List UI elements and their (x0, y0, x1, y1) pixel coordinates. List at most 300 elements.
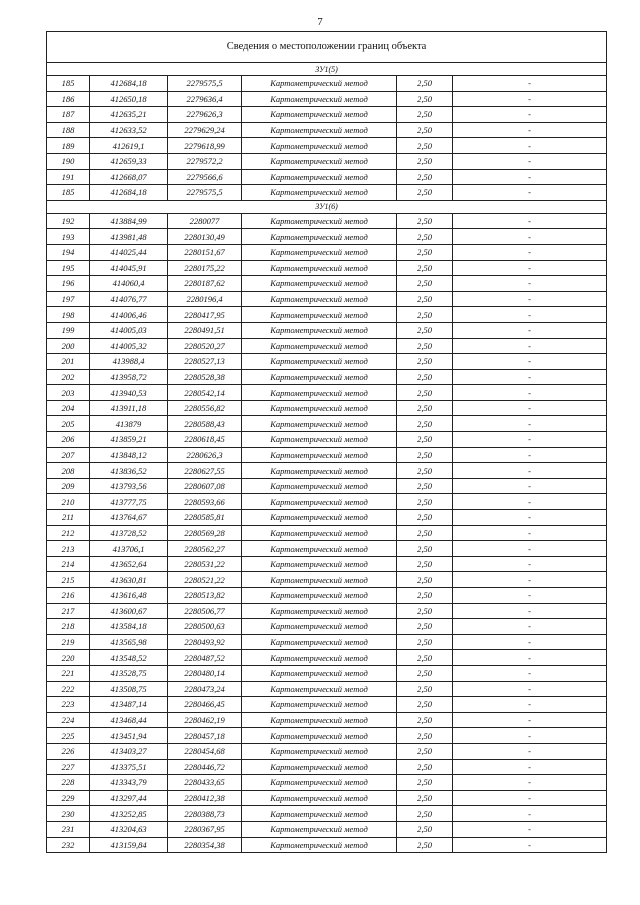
accuracy-cell: 2,50 (397, 697, 453, 713)
accuracy-cell: 2,50 (397, 759, 453, 775)
description-cell: - (453, 697, 607, 713)
accuracy-cell: 2,50 (397, 260, 453, 276)
description-cell: - (453, 603, 607, 619)
x-coordinate-cell: 413528,75 (90, 665, 168, 681)
accuracy-cell: 2,50 (397, 291, 453, 307)
y-coordinate-cell: 2280412,38 (168, 790, 242, 806)
y-coordinate-cell: 2280527,13 (168, 354, 242, 370)
method-cell: Картометрический метод (242, 541, 397, 557)
point-number-cell: 219 (47, 634, 90, 650)
accuracy-cell: 2,50 (397, 821, 453, 837)
accuracy-cell: 2,50 (397, 153, 453, 169)
x-coordinate-cell: 412684,18 (90, 76, 168, 92)
y-coordinate-cell: 2280627,55 (168, 463, 242, 479)
accuracy-cell: 2,50 (397, 322, 453, 338)
x-coordinate-cell: 414045,91 (90, 260, 168, 276)
method-cell: Картометрический метод (242, 572, 397, 588)
table-row (47, 790, 607, 806)
y-coordinate-cell: 2280466,45 (168, 697, 242, 713)
y-coordinate-cell: 2279575,5 (168, 185, 242, 201)
description-cell: - (453, 650, 607, 666)
accuracy-cell: 2,50 (397, 138, 453, 154)
table-row (47, 432, 607, 448)
description-cell: - (453, 712, 607, 728)
point-number-cell: 227 (47, 759, 90, 775)
accuracy-cell: 2,50 (397, 541, 453, 557)
accuracy-cell: 2,50 (397, 681, 453, 697)
y-coordinate-cell: 2280462,19 (168, 712, 242, 728)
y-coordinate-cell: 2280618,45 (168, 432, 242, 448)
y-coordinate-cell: 2280528,38 (168, 369, 242, 385)
y-coordinate-cell: 2280417,95 (168, 307, 242, 323)
x-coordinate-cell: 413981,48 (90, 229, 168, 245)
method-cell: Картометрический метод (242, 260, 397, 276)
table-row (47, 322, 607, 338)
method-cell: Картометрический метод (242, 229, 397, 245)
description-cell: - (453, 510, 607, 526)
point-number-cell: 190 (47, 153, 90, 169)
table-row (47, 634, 607, 650)
x-coordinate-cell: 414076,77 (90, 291, 168, 307)
point-number-cell: 200 (47, 338, 90, 354)
accuracy-cell: 2,50 (397, 665, 453, 681)
y-coordinate-cell: 2280354,38 (168, 837, 242, 853)
accuracy-cell: 2,50 (397, 169, 453, 185)
accuracy-cell: 2,50 (397, 463, 453, 479)
table-row (47, 650, 607, 666)
table-row (47, 728, 607, 744)
table-row (47, 354, 607, 370)
method-cell: Картометрический метод (242, 169, 397, 185)
method-cell: Картометрический метод (242, 603, 397, 619)
table-row (47, 478, 607, 494)
table-row (47, 525, 607, 541)
description-cell: - (453, 122, 607, 138)
description-cell: - (453, 260, 607, 276)
x-coordinate-cell: 413468,44 (90, 712, 168, 728)
x-coordinate-cell: 413777,75 (90, 494, 168, 510)
x-coordinate-cell: 413616,48 (90, 588, 168, 604)
x-coordinate-cell: 413204,63 (90, 821, 168, 837)
y-coordinate-cell: 2280175,22 (168, 260, 242, 276)
point-number-cell: 193 (47, 229, 90, 245)
method-cell: Картометрический метод (242, 432, 397, 448)
method-cell: Картометрический метод (242, 588, 397, 604)
description-cell: - (453, 369, 607, 385)
x-coordinate-cell: 413343,79 (90, 775, 168, 791)
accuracy-cell: 2,50 (397, 400, 453, 416)
description-cell: - (453, 385, 607, 401)
table-title-row (47, 32, 607, 63)
table-row (47, 307, 607, 323)
y-coordinate-cell: 2279629,24 (168, 122, 242, 138)
table-row (47, 369, 607, 385)
point-number-cell: 221 (47, 665, 90, 681)
table-row (47, 697, 607, 713)
accuracy-cell: 2,50 (397, 837, 453, 853)
table-row (47, 276, 607, 292)
table-row (47, 244, 607, 260)
method-cell: Картометрический метод (242, 307, 397, 323)
accuracy-cell: 2,50 (397, 478, 453, 494)
x-coordinate-cell: 413836,52 (90, 463, 168, 479)
method-cell: Картометрический метод (242, 185, 397, 201)
point-number-cell: 210 (47, 494, 90, 510)
x-coordinate-cell: 414006,46 (90, 307, 168, 323)
description-cell: - (453, 743, 607, 759)
point-number-cell: 185 (47, 185, 90, 201)
y-coordinate-cell: 2280626,3 (168, 447, 242, 463)
description-cell: - (453, 619, 607, 635)
y-coordinate-cell: 2279566,6 (168, 169, 242, 185)
x-coordinate-cell: 413859,21 (90, 432, 168, 448)
method-cell: Картометрический метод (242, 837, 397, 853)
method-cell: Картометрический метод (242, 369, 397, 385)
y-coordinate-cell: 2280367,95 (168, 821, 242, 837)
x-coordinate-cell: 412635,21 (90, 107, 168, 123)
point-number-cell: 213 (47, 541, 90, 557)
y-coordinate-cell: 2280151,67 (168, 244, 242, 260)
method-cell: Картометрический метод (242, 681, 397, 697)
section-header-row (47, 63, 607, 76)
x-coordinate-cell: 413884,99 (90, 213, 168, 229)
table-row (47, 213, 607, 229)
description-cell: - (453, 138, 607, 154)
table-row (47, 447, 607, 463)
accuracy-cell: 2,50 (397, 276, 453, 292)
point-number-cell: 198 (47, 307, 90, 323)
y-coordinate-cell: 2280513,82 (168, 588, 242, 604)
accuracy-cell: 2,50 (397, 510, 453, 526)
x-coordinate-cell: 413879 (90, 416, 168, 432)
description-cell: - (453, 806, 607, 822)
point-number-cell: 225 (47, 728, 90, 744)
description-cell: - (453, 790, 607, 806)
table-row (47, 169, 607, 185)
table-row (47, 91, 607, 107)
point-number-cell: 185 (47, 76, 90, 92)
point-number-cell: 211 (47, 510, 90, 526)
description-cell: - (453, 307, 607, 323)
y-coordinate-cell: 2280491,51 (168, 322, 242, 338)
x-coordinate-cell: 413764,67 (90, 510, 168, 526)
x-coordinate-cell: 413565,98 (90, 634, 168, 650)
method-cell: Картометрический метод (242, 276, 397, 292)
y-coordinate-cell: 2280480,14 (168, 665, 242, 681)
point-number-cell: 222 (47, 681, 90, 697)
description-cell: - (453, 821, 607, 837)
coordinates-table (46, 31, 607, 853)
y-coordinate-cell: 2280473,24 (168, 681, 242, 697)
accuracy-cell: 2,50 (397, 107, 453, 123)
method-cell: Картометрический метод (242, 775, 397, 791)
accuracy-cell: 2,50 (397, 369, 453, 385)
point-number-cell: 194 (47, 244, 90, 260)
description-cell: - (453, 416, 607, 432)
y-coordinate-cell: 2280531,22 (168, 556, 242, 572)
y-coordinate-cell: 2280556,82 (168, 400, 242, 416)
method-cell: Картометрический метод (242, 525, 397, 541)
description-cell: - (453, 338, 607, 354)
method-cell: Картометрический метод (242, 494, 397, 510)
accuracy-cell: 2,50 (397, 806, 453, 822)
point-number-cell: 197 (47, 291, 90, 307)
y-coordinate-cell: 2280542,14 (168, 385, 242, 401)
y-coordinate-cell: 2280588,43 (168, 416, 242, 432)
y-coordinate-cell: 2279572,2 (168, 153, 242, 169)
accuracy-cell: 2,50 (397, 122, 453, 138)
method-cell: Картометрический метод (242, 122, 397, 138)
description-cell: - (453, 213, 607, 229)
description-cell: - (453, 76, 607, 92)
method-cell: Картометрический метод (242, 743, 397, 759)
x-coordinate-cell: 413958,72 (90, 369, 168, 385)
point-number-cell: 220 (47, 650, 90, 666)
y-coordinate-cell: 2280196,4 (168, 291, 242, 307)
point-number-cell: 201 (47, 354, 90, 370)
description-cell: - (453, 463, 607, 479)
accuracy-cell: 2,50 (397, 185, 453, 201)
description-cell: - (453, 588, 607, 604)
point-number-cell: 229 (47, 790, 90, 806)
y-coordinate-cell: 2279626,3 (168, 107, 242, 123)
table-row (47, 541, 607, 557)
accuracy-cell: 2,50 (397, 650, 453, 666)
accuracy-cell: 2,50 (397, 432, 453, 448)
table-row (47, 837, 607, 853)
method-cell: Картометрический метод (242, 76, 397, 92)
accuracy-cell: 2,50 (397, 603, 453, 619)
method-cell: Картометрический метод (242, 416, 397, 432)
point-number-cell: 205 (47, 416, 90, 432)
x-coordinate-cell: 413508,75 (90, 681, 168, 697)
description-cell: - (453, 447, 607, 463)
method-cell: Картометрический метод (242, 821, 397, 837)
x-coordinate-cell: 413706,1 (90, 541, 168, 557)
x-coordinate-cell: 412633,52 (90, 122, 168, 138)
table-row (47, 416, 607, 432)
method-cell: Картометрический метод (242, 338, 397, 354)
table-row (47, 494, 607, 510)
x-coordinate-cell: 412619,1 (90, 138, 168, 154)
table-row (47, 107, 607, 123)
method-cell: Картометрический метод (242, 463, 397, 479)
accuracy-cell: 2,50 (397, 588, 453, 604)
point-number-cell: 187 (47, 107, 90, 123)
description-cell: - (453, 525, 607, 541)
description-cell: - (453, 153, 607, 169)
method-cell: Картометрический метод (242, 478, 397, 494)
description-cell: - (453, 556, 607, 572)
point-number-cell: 188 (47, 122, 90, 138)
table-row (47, 556, 607, 572)
description-cell: - (453, 185, 607, 201)
y-coordinate-cell: 2280493,92 (168, 634, 242, 650)
description-cell: - (453, 322, 607, 338)
y-coordinate-cell: 2279575,5 (168, 76, 242, 92)
x-coordinate-cell: 414025,44 (90, 244, 168, 260)
method-cell: Картометрический метод (242, 322, 397, 338)
table-row (47, 806, 607, 822)
accuracy-cell: 2,50 (397, 619, 453, 635)
y-coordinate-cell: 2279636,4 (168, 91, 242, 107)
point-number-cell: 226 (47, 743, 90, 759)
table-row (47, 138, 607, 154)
description-cell: - (453, 432, 607, 448)
point-number-cell: 214 (47, 556, 90, 572)
description-cell: - (453, 837, 607, 853)
description-cell: - (453, 759, 607, 775)
method-cell: Картометрический метод (242, 354, 397, 370)
method-cell: Картометрический метод (242, 556, 397, 572)
x-coordinate-cell: 413652,64 (90, 556, 168, 572)
description-cell: - (453, 634, 607, 650)
table-row (47, 572, 607, 588)
x-coordinate-cell: 412684,18 (90, 185, 168, 201)
point-number-cell: 189 (47, 138, 90, 154)
table-row (47, 291, 607, 307)
accuracy-cell: 2,50 (397, 307, 453, 323)
y-coordinate-cell: 2280130,49 (168, 229, 242, 245)
description-cell: - (453, 229, 607, 245)
accuracy-cell: 2,50 (397, 712, 453, 728)
y-coordinate-cell: 2280593,66 (168, 494, 242, 510)
method-cell: Картометрический метод (242, 650, 397, 666)
description-cell: - (453, 494, 607, 510)
point-number-cell: 192 (47, 213, 90, 229)
point-number-cell: 203 (47, 385, 90, 401)
table-row (47, 775, 607, 791)
table-row (47, 229, 607, 245)
point-number-cell: 218 (47, 619, 90, 635)
x-coordinate-cell: 413911,18 (90, 400, 168, 416)
y-coordinate-cell: 2280487,52 (168, 650, 242, 666)
method-cell: Картометрический метод (242, 447, 397, 463)
y-coordinate-cell: 2279618,99 (168, 138, 242, 154)
accuracy-cell: 2,50 (397, 385, 453, 401)
y-coordinate-cell: 2280388,73 (168, 806, 242, 822)
description-cell: - (453, 107, 607, 123)
method-cell: Картометрический метод (242, 291, 397, 307)
method-cell: Картометрический метод (242, 790, 397, 806)
point-number-cell: 217 (47, 603, 90, 619)
y-coordinate-cell: 2280520,27 (168, 338, 242, 354)
table-row (47, 400, 607, 416)
table-row (47, 759, 607, 775)
description-cell: - (453, 291, 607, 307)
table-row (47, 153, 607, 169)
method-cell: Картометрический метод (242, 510, 397, 526)
x-coordinate-cell: 413451,94 (90, 728, 168, 744)
table-row (47, 743, 607, 759)
x-coordinate-cell: 413848,12 (90, 447, 168, 463)
y-coordinate-cell: 2280454,68 (168, 743, 242, 759)
point-number-cell: 228 (47, 775, 90, 791)
accuracy-cell: 2,50 (397, 525, 453, 541)
y-coordinate-cell: 2280585,81 (168, 510, 242, 526)
y-coordinate-cell: 2280562,27 (168, 541, 242, 557)
x-coordinate-cell: 412650,18 (90, 91, 168, 107)
accuracy-cell: 2,50 (397, 775, 453, 791)
point-number-cell: 224 (47, 712, 90, 728)
description-cell: - (453, 775, 607, 791)
y-coordinate-cell: 2280433,65 (168, 775, 242, 791)
point-number-cell: 212 (47, 525, 90, 541)
point-number-cell: 199 (47, 322, 90, 338)
point-number-cell: 195 (47, 260, 90, 276)
point-number-cell: 232 (47, 837, 90, 853)
table-row (47, 821, 607, 837)
y-coordinate-cell: 2280569,28 (168, 525, 242, 541)
x-coordinate-cell: 413375,51 (90, 759, 168, 775)
accuracy-cell: 2,50 (397, 76, 453, 92)
x-coordinate-cell: 413297,44 (90, 790, 168, 806)
point-number-cell: 215 (47, 572, 90, 588)
point-number-cell: 186 (47, 91, 90, 107)
x-coordinate-cell: 413548,52 (90, 650, 168, 666)
method-cell: Картометрический метод (242, 728, 397, 744)
table-row (47, 510, 607, 526)
accuracy-cell: 2,50 (397, 91, 453, 107)
table-row (47, 385, 607, 401)
accuracy-cell: 2,50 (397, 447, 453, 463)
x-coordinate-cell: 413793,56 (90, 478, 168, 494)
accuracy-cell: 2,50 (397, 556, 453, 572)
section-header-row (47, 200, 607, 213)
x-coordinate-cell: 413600,67 (90, 603, 168, 619)
x-coordinate-cell: 412659,33 (90, 153, 168, 169)
description-cell: - (453, 541, 607, 557)
x-coordinate-cell: 413988,4 (90, 354, 168, 370)
description-cell: - (453, 572, 607, 588)
y-coordinate-cell: 2280607,08 (168, 478, 242, 494)
table-title: Сведения о местоположении границ объекта (47, 32, 607, 63)
accuracy-cell: 2,50 (397, 494, 453, 510)
x-coordinate-cell: 412668,07 (90, 169, 168, 185)
x-coordinate-cell: 414005,03 (90, 322, 168, 338)
x-coordinate-cell: 413487,14 (90, 697, 168, 713)
method-cell: Картометрический метод (242, 213, 397, 229)
accuracy-cell: 2,50 (397, 743, 453, 759)
section-label: ЗУ1(6) (47, 200, 607, 213)
method-cell: Картометрический метод (242, 385, 397, 401)
method-cell: Картометрический метод (242, 619, 397, 635)
description-cell: - (453, 354, 607, 370)
x-coordinate-cell: 413940,53 (90, 385, 168, 401)
point-number-cell: 223 (47, 697, 90, 713)
accuracy-cell: 2,50 (397, 790, 453, 806)
x-coordinate-cell: 413584,18 (90, 619, 168, 635)
method-cell: Картометрический метод (242, 244, 397, 260)
description-cell: - (453, 244, 607, 260)
table-row (47, 76, 607, 92)
point-number-cell: 191 (47, 169, 90, 185)
x-coordinate-cell: 413159,84 (90, 837, 168, 853)
description-cell: - (453, 91, 607, 107)
y-coordinate-cell: 2280506,77 (168, 603, 242, 619)
point-number-cell: 206 (47, 432, 90, 448)
x-coordinate-cell: 414005,32 (90, 338, 168, 354)
x-coordinate-cell: 414060,4 (90, 276, 168, 292)
table-row (47, 603, 607, 619)
point-number-cell: 196 (47, 276, 90, 292)
point-number-cell: 230 (47, 806, 90, 822)
description-cell: - (453, 169, 607, 185)
table-row (47, 681, 607, 697)
table-row (47, 338, 607, 354)
point-number-cell: 202 (47, 369, 90, 385)
x-coordinate-cell: 413252,85 (90, 806, 168, 822)
